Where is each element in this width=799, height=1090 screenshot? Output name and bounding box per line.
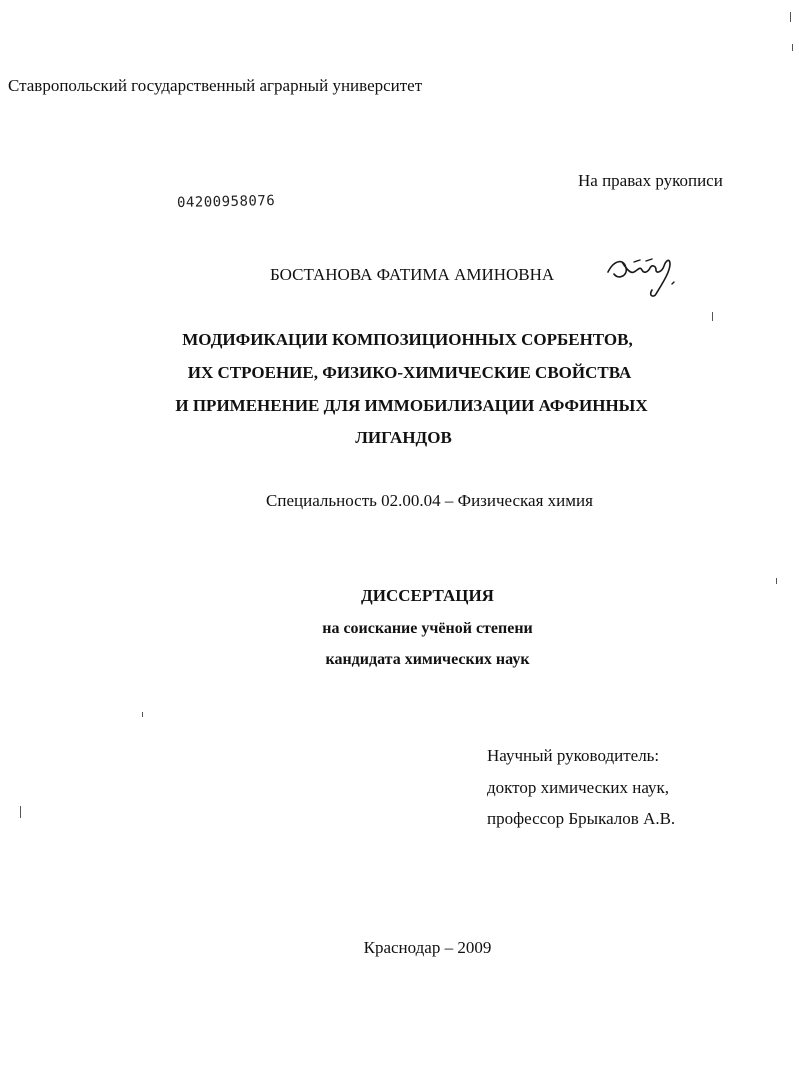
title-line-1: МОДИФИКАЦИИ КОМПОЗИЦИОННЫХ СОРБЕНТОВ, [182,330,633,349]
scan-speck [792,44,793,51]
degree-line-1: на соискание учёной степени [322,620,533,637]
scan-speck [790,12,791,22]
scan-speck [20,806,21,818]
title-line-4: ЛИГАНДОВ [355,428,452,447]
degree-line-2: кандидата химических наук [325,651,530,668]
title-line-3: И ПРИМЕНЕНИЕ ДЛЯ ИММОБИЛИЗАЦИИ АФФИННЫХ [175,396,648,415]
supervisor-name: профессор Брыкалов А.В. [487,809,676,828]
scan-speck [142,712,143,717]
inventory-number-stamp: 04200958076 [176,192,276,211]
manuscript-rights-note: На правах рукописи [578,171,723,190]
dissertation-heading: ДИССЕРТАЦИЯ [361,586,494,605]
title-line-2: ИХ СТРОЕНИЕ, ФИЗИКО-ХИМИЧЕСКИЕ СВОЙСТВА [187,363,632,382]
specialty-line: Специальность 02.00.04 – Физическая химия [266,491,593,510]
city-year: Краснодар – 2009 [363,938,492,957]
handwritten-signature [604,250,680,300]
university-name: Ставропольский государственный аграрный университет [8,76,423,95]
supervisor-label: Научный руководитель: [487,746,660,765]
scan-speck [776,578,777,584]
scan-speck [712,312,713,321]
supervisor-degree: доктор химических наук, [487,778,670,797]
author-name: БОСТАНОВА ФАТИМА АМИНОВНА [270,265,555,284]
